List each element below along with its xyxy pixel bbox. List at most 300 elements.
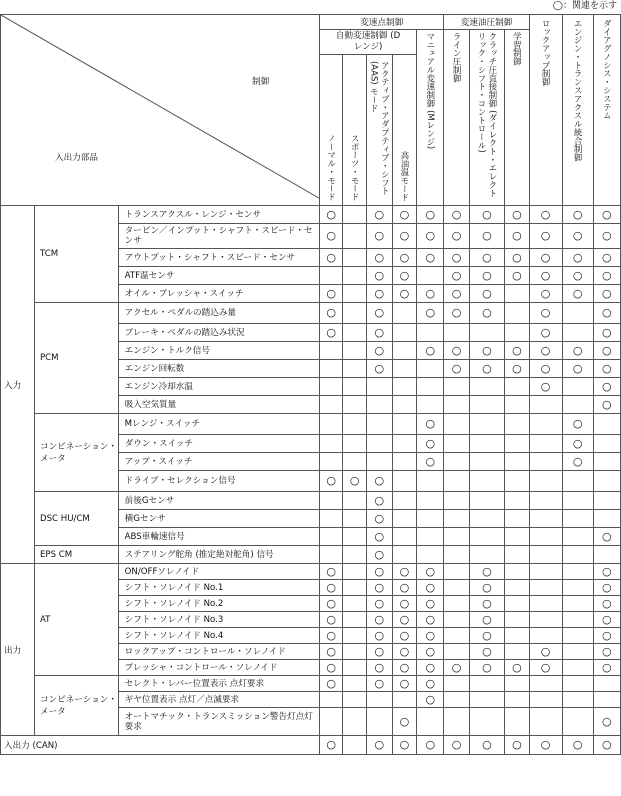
mark-cell: [417, 736, 444, 755]
mark-cell: [562, 342, 593, 360]
mark-cell: [319, 324, 342, 342]
mark-cell: [392, 596, 416, 612]
relation-mark: ○: [451, 286, 462, 300]
mark-cell: [319, 492, 342, 510]
mark-cell: [343, 692, 366, 708]
relation-mark: ○: [572, 361, 583, 375]
relation-mark: ○: [540, 660, 551, 674]
relation-mark: ○: [374, 660, 385, 674]
relation-mark: ○: [482, 306, 492, 319]
relation-mark: ○: [399, 229, 410, 242]
mark-cell: [505, 692, 529, 708]
col-label-diagnosis: ダイアグノシス・システム: [602, 19, 613, 120]
mark-cell: [505, 206, 529, 224]
col-label-line-pressure: ライン圧制御: [452, 32, 463, 83]
col-label-2: アクティブ・アダプティブ・シフト(AAS) モード: [369, 61, 391, 196]
mark-cell: [562, 396, 593, 414]
relation-mark: ○: [482, 361, 492, 375]
mark-cell: [593, 676, 620, 692]
mark-cell: [366, 628, 392, 644]
col-label-lockup: ロックアップ制御: [541, 19, 552, 87]
mark-cell: [444, 660, 469, 676]
mark-cell: [505, 492, 529, 510]
mark-cell: [505, 580, 529, 596]
mark-cell: [505, 676, 529, 692]
mark-cell: [319, 736, 342, 755]
mark-cell: [444, 692, 469, 708]
part-name: オートマチック・トランスミッション警告灯点灯要求: [118, 708, 319, 736]
mark-cell: [469, 324, 504, 342]
mark-cell: [505, 528, 529, 546]
part-name: エンジン冷却水温: [118, 378, 319, 396]
mark-cell: [562, 628, 593, 644]
mark-cell: [366, 378, 392, 396]
mark-cell: [319, 224, 342, 249]
relation-mark: ○: [399, 676, 410, 690]
relation-mark: ○: [425, 207, 436, 221]
group-shift-pressure-control: 変速油圧制御: [444, 15, 529, 30]
mark-cell: [319, 303, 342, 324]
mark-cell: [392, 224, 416, 249]
part-name: ON/OFFソレノイド: [118, 564, 319, 580]
relation-mark: ○: [572, 250, 583, 264]
relation-mark: ○: [425, 229, 436, 242]
mark-cell: [562, 303, 593, 324]
mark-cell: [593, 492, 620, 510]
relation-mark: ○: [512, 229, 522, 242]
mark-cell: [319, 396, 342, 414]
relation-mark: ○: [374, 250, 385, 264]
relation-mark: ○: [482, 660, 492, 674]
part-name: エンジン・トルク信号: [118, 342, 319, 360]
mark-cell: [505, 471, 529, 492]
mark-cell: [469, 303, 504, 324]
mark-cell: [529, 303, 562, 324]
mark-cell: [529, 378, 562, 396]
mark-cell: [444, 644, 469, 660]
mark-cell: [319, 644, 342, 660]
mark-cell: [366, 414, 392, 435]
relation-mark: ○: [326, 474, 336, 487]
diagonal-line: [1, 15, 319, 205]
mark-cell: [392, 644, 416, 660]
part-name: ギヤ位置表示 点灯／点滅要求: [118, 692, 319, 708]
mark-cell: [444, 676, 469, 692]
mark-cell: [505, 644, 529, 660]
relation-mark: ○: [326, 306, 336, 319]
relation-mark: ○: [482, 596, 492, 610]
relation-mark: ○: [399, 207, 410, 221]
relation-mark: ○: [374, 229, 385, 242]
mark-cell: [593, 528, 620, 546]
mark-cell: [505, 267, 529, 285]
mark-cell: [417, 564, 444, 580]
mark-cell: [529, 342, 562, 360]
col-header-6: [469, 30, 504, 206]
mark-cell: [529, 692, 562, 708]
relation-mark: ○: [399, 268, 410, 282]
mark-cell: [444, 285, 469, 303]
relation-mark: ○: [399, 738, 410, 751]
mark-cell: [529, 360, 562, 378]
mark-cell: [505, 564, 529, 580]
mark-cell: [319, 628, 342, 644]
mark-cell: [469, 660, 504, 676]
relation-mark: ○: [540, 268, 551, 282]
relation-mark: ○: [482, 612, 492, 626]
mark-cell: [505, 324, 529, 342]
mark-cell: [366, 396, 392, 414]
relation-mark: ○: [326, 644, 336, 658]
mark-cell: [343, 528, 366, 546]
part-name: アクセル・ペダルの踏込み量: [118, 303, 319, 324]
relation-mark: ○: [374, 547, 385, 561]
relation-mark: ○: [425, 436, 436, 450]
relation-mark: ○: [602, 325, 612, 339]
relation-mark: ○: [425, 564, 436, 578]
mark-cell: [444, 736, 469, 755]
mark-cell: [505, 224, 529, 249]
relation-mark: ○: [374, 580, 385, 594]
mark-cell: [343, 303, 366, 324]
mark-cell: [562, 324, 593, 342]
mark-cell: [392, 736, 416, 755]
mark-cell: [319, 249, 342, 267]
mark-cell: [417, 324, 444, 342]
mark-cell: [366, 692, 392, 708]
mark-cell: [392, 510, 416, 528]
mark-cell: [593, 206, 620, 224]
part-name: ロックアップ・コントロール・ソレノイド: [118, 644, 319, 660]
mark-cell: [392, 360, 416, 378]
mark-cell: [562, 676, 593, 692]
part-name: アウトプット・シャフト・スピード・センサ: [118, 249, 319, 267]
mark-cell: [529, 249, 562, 267]
relation-mark: ○: [482, 229, 492, 242]
relation-mark: ○: [374, 474, 385, 487]
mark-cell: [593, 249, 620, 267]
mark-cell: [469, 564, 504, 580]
mark-cell: [319, 676, 342, 692]
mark-cell: [417, 612, 444, 628]
mark-cell: [319, 435, 342, 453]
relation-mark: ○: [602, 229, 612, 242]
mark-cell: [469, 528, 504, 546]
relation-mark: ○: [374, 529, 385, 543]
mark-cell: [366, 676, 392, 692]
mark-cell: [343, 596, 366, 612]
mark-cell: [469, 267, 504, 285]
mark-cell: [505, 596, 529, 612]
mark-cell: [444, 628, 469, 644]
part-name: 吸入空気質量: [118, 396, 319, 414]
relation-mark: ○: [602, 529, 612, 543]
part-name: ドライブ・セレクション信号: [118, 471, 319, 492]
mark-cell: [417, 676, 444, 692]
relation-mark: ○: [540, 361, 551, 375]
mark-cell: [444, 471, 469, 492]
part-name: シフト・ソレノイド No.3: [118, 612, 319, 628]
mark-cell: [319, 342, 342, 360]
relation-mark: ○: [602, 343, 612, 357]
mark-cell: [366, 736, 392, 755]
relation-mark: ○: [326, 738, 336, 751]
col-label-learning: 学習制御: [512, 32, 523, 66]
relation-mark: ○: [540, 379, 551, 393]
mark-cell: [319, 546, 342, 564]
mark-cell: [529, 528, 562, 546]
relation-mark: ○: [451, 660, 462, 674]
legend: ◯：関連を示す: [552, 1, 617, 11]
mark-cell: [469, 396, 504, 414]
mark-cell: [505, 303, 529, 324]
relation-mark: ○: [451, 229, 462, 242]
mark-cell: [417, 224, 444, 249]
mark-cell: [392, 492, 416, 510]
relation-mark: ○: [451, 361, 462, 375]
mark-cell: [319, 510, 342, 528]
io-label-can: 入出力 (CAN): [1, 736, 320, 755]
mark-cell: [392, 692, 416, 708]
mark-cell: [392, 564, 416, 580]
mark-cell: [444, 612, 469, 628]
relation-mark: ○: [602, 628, 612, 642]
relation-mark: ○: [540, 286, 551, 300]
mark-cell: [529, 414, 562, 435]
header-corner: [1, 15, 320, 206]
mark-cell: [366, 564, 392, 580]
relation-mark: ○: [374, 268, 385, 282]
col-header-10: [593, 15, 620, 206]
part-name: ATF温センサ: [118, 267, 319, 285]
mark-cell: [366, 546, 392, 564]
mark-cell: [469, 224, 504, 249]
mark-cell: [529, 453, 562, 471]
mark-cell: [562, 435, 593, 453]
relation-mark: ○: [326, 325, 336, 339]
relation-mark: ○: [482, 207, 492, 221]
relation-mark: ○: [451, 207, 462, 221]
mark-cell: [343, 546, 366, 564]
mark-cell: [366, 644, 392, 660]
relation-mark: ○: [374, 511, 385, 525]
mark-cell: [505, 628, 529, 644]
mark-cell: [392, 206, 416, 224]
mark-cell: [392, 303, 416, 324]
mark-cell: [319, 580, 342, 596]
mark-cell: [469, 285, 504, 303]
mark-cell: [392, 528, 416, 546]
mark-cell: [469, 692, 504, 708]
io-label-input: 入力: [1, 206, 35, 564]
mark-cell: [469, 414, 504, 435]
mark-cell: [562, 267, 593, 285]
mark-cell: [529, 708, 562, 736]
corner-label-io-parts: 入出力部品: [55, 153, 98, 163]
mark-cell: [529, 285, 562, 303]
relation-mark: ○: [374, 361, 385, 375]
mark-cell: [593, 471, 620, 492]
mark-cell: [343, 612, 366, 628]
relation-mark: ○: [326, 612, 336, 626]
relation-mark: ○: [540, 250, 551, 264]
relation-mark: ○: [425, 596, 436, 610]
group-dsc: DSC HU/CM: [34, 492, 118, 546]
relation-mark: ○: [540, 229, 551, 242]
mark-cell: [319, 660, 342, 676]
relation-mark: ○: [399, 286, 410, 300]
mark-cell: [444, 342, 469, 360]
group-auto-shift: 自動変速制御 (Dレンジ): [319, 30, 416, 55]
relation-mark: ○: [326, 564, 336, 578]
mark-cell: [469, 435, 504, 453]
mark-cell: [593, 612, 620, 628]
mark-cell: [562, 736, 593, 755]
relation-mark: ○: [374, 564, 385, 578]
mark-cell: [392, 267, 416, 285]
group-combi: コンビネーション・メータ: [34, 414, 118, 492]
relation-mark: ○: [425, 306, 436, 319]
mark-cell: [505, 546, 529, 564]
relation-mark: ○: [602, 580, 612, 594]
mark-cell: [529, 224, 562, 249]
mark-cell: [319, 708, 342, 736]
relation-mark: ○: [326, 596, 336, 610]
mark-cell: [417, 206, 444, 224]
relation-mark: ○: [451, 738, 462, 751]
table-row: [1, 736, 621, 755]
mark-cell: [417, 396, 444, 414]
relation-mark: ○: [374, 612, 385, 626]
mark-cell: [417, 546, 444, 564]
mark-cell: [343, 285, 366, 303]
relation-mark: ○: [425, 676, 436, 690]
mark-cell: [593, 708, 620, 736]
mark-cell: [343, 471, 366, 492]
mark-cell: [343, 580, 366, 596]
mark-cell: [562, 596, 593, 612]
mark-cell: [444, 303, 469, 324]
col-label-manual: マニュアル変速制御 (Mレンジ): [425, 32, 436, 150]
mark-cell: [366, 206, 392, 224]
mark-cell: [593, 396, 620, 414]
col-label-3: 高油温モード: [399, 150, 410, 201]
mark-cell: [562, 510, 593, 528]
mark-cell: [529, 736, 562, 755]
relation-mark: ○: [572, 207, 583, 221]
mark-cell: [469, 378, 504, 396]
mark-cell: [392, 546, 416, 564]
mark-cell: [444, 224, 469, 249]
mark-cell: [469, 546, 504, 564]
mark-cell: [319, 414, 342, 435]
mark-cell: [417, 708, 444, 736]
relation-mark: ○: [572, 343, 583, 357]
col-header-3: [392, 55, 416, 206]
mark-cell: [417, 596, 444, 612]
relation-mark: ○: [326, 286, 336, 300]
mark-cell: [343, 564, 366, 580]
mark-cell: [366, 612, 392, 628]
mark-cell: [444, 360, 469, 378]
mark-cell: [319, 471, 342, 492]
relation-mark: ○: [482, 250, 492, 264]
mark-cell: [366, 596, 392, 612]
part-name: シフト・ソレノイド No.2: [118, 596, 319, 612]
table-row: [1, 414, 621, 435]
relation-mark: ○: [451, 268, 462, 282]
relation-mark: ○: [399, 580, 410, 594]
relation-mark: ○: [540, 325, 551, 339]
relation-mark: ○: [602, 612, 612, 626]
mark-cell: [529, 564, 562, 580]
mark-cell: [366, 708, 392, 736]
mark-cell: [417, 360, 444, 378]
mark-cell: [593, 453, 620, 471]
mark-cell: [343, 378, 366, 396]
relation-mark: ○: [399, 564, 410, 578]
relation-mark: ○: [512, 268, 522, 282]
mark-cell: [529, 612, 562, 628]
table-row: [1, 206, 621, 224]
mark-cell: [505, 249, 529, 267]
mark-cell: [366, 224, 392, 249]
relation-mark: ○: [326, 580, 336, 594]
relation-mark: ○: [374, 596, 385, 610]
mark-cell: [392, 612, 416, 628]
part-name: ブレーキ・ペダルの踏込み状況: [118, 324, 319, 342]
control-matrix-table: [0, 14, 621, 755]
mark-cell: [343, 676, 366, 692]
relation-mark: ○: [512, 361, 522, 375]
mark-cell: [392, 249, 416, 267]
mark-cell: [343, 644, 366, 660]
relation-mark: ○: [425, 580, 436, 594]
col-label-0: ノーマル・モード: [326, 133, 337, 201]
mark-cell: [343, 453, 366, 471]
mark-cell: [392, 708, 416, 736]
mark-cell: [529, 267, 562, 285]
mark-cell: [593, 564, 620, 580]
mark-cell: [366, 342, 392, 360]
mark-cell: [593, 580, 620, 596]
relation-mark: ○: [602, 361, 612, 375]
mark-cell: [417, 510, 444, 528]
mark-cell: [562, 249, 593, 267]
mark-cell: [505, 360, 529, 378]
mark-cell: [366, 285, 392, 303]
mark-cell: [366, 435, 392, 453]
mark-cell: [593, 435, 620, 453]
part-name: シフト・ソレノイド No.4: [118, 628, 319, 644]
col-header-5: [444, 30, 469, 206]
mark-cell: [417, 453, 444, 471]
part-name: 横Gセンサ: [118, 510, 319, 528]
relation-mark: ○: [425, 644, 436, 658]
relation-mark: ○: [572, 268, 583, 282]
relation-mark: ○: [572, 454, 583, 468]
mark-cell: [417, 628, 444, 644]
mark-cell: [444, 267, 469, 285]
mark-cell: [366, 303, 392, 324]
mark-cell: [469, 628, 504, 644]
mark-cell: [319, 378, 342, 396]
mark-cell: [529, 206, 562, 224]
mark-cell: [444, 206, 469, 224]
group-tcm: TCM: [34, 206, 118, 303]
mark-cell: [343, 435, 366, 453]
mark-cell: [417, 692, 444, 708]
